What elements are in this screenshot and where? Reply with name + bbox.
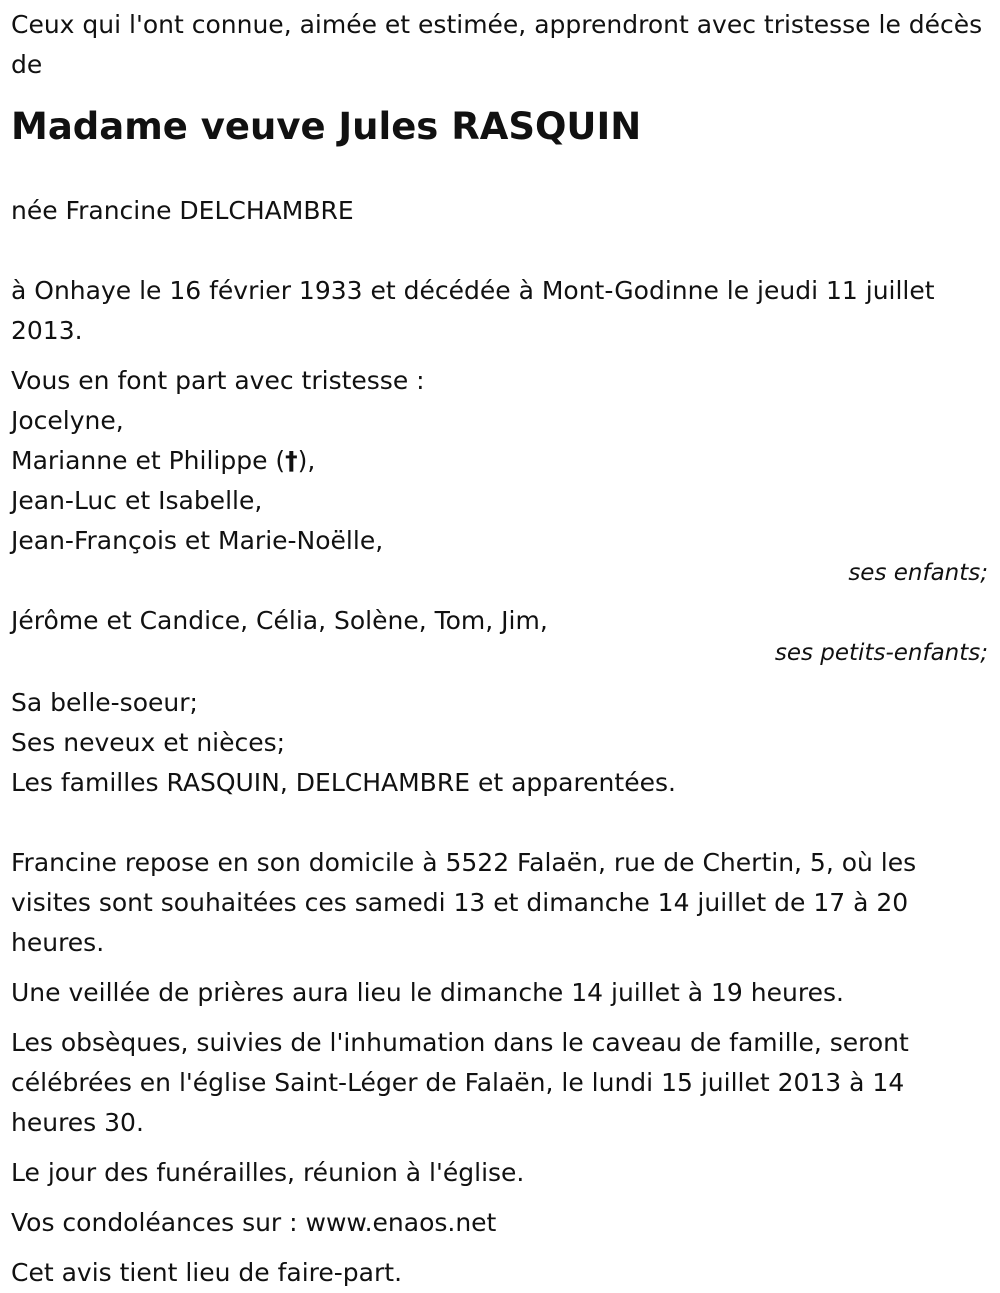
children-list (11, 401, 990, 561)
birth-death-text: à Onhaye le 16 février 1933 et décédée à Mont-Godinne le jeudi 11 juillet 2013. (11, 276, 935, 345)
child-line: Jean-Luc et Isabelle, (11, 486, 263, 515)
funeral-text: Les obsèques, suivies de l'inhumation dans le caveau de famille, seront célébrées en l'église Saint-Léger de Falaën, le lundi 15 juillet 2013 à 14 heures 30. (11, 1028, 909, 1137)
relative-line: Ses neveux et nièces; (11, 728, 286, 757)
visitation-text: Francine repose en son domicile à 5522 Falaën, rue de Chertin, 5, où les visites sont souhaitées ces samedi 13 et dimanche 14 juillet de 17 à 20 heures. (11, 848, 917, 957)
condolences-label: Vos condoléances sur : (11, 1208, 306, 1237)
grandchildren-line: Jérôme et Candice, Célia, Solène, Tom, Jim, (11, 606, 548, 635)
closing-text: Cet avis tient lieu de faire-part. (11, 1258, 403, 1287)
deceased-name: Madame veuve Jules RASQUIN (11, 105, 642, 148)
vigil-text: Une veillée de prières aura lieu le dimanche 14 juillet à 19 heures. (11, 978, 844, 1007)
relatives-list (11, 683, 990, 803)
cross-icon: † (285, 446, 298, 475)
meeting-text: Le jour des funérailles, réunion à l'église. (11, 1158, 525, 1187)
child-name: Marianne et Philippe ( (11, 446, 286, 475)
grandchildren-role: ses petits-enfants; (774, 640, 988, 666)
condolences-link[interactable]: www.enaos.net (305, 1208, 497, 1237)
maiden-name: née Francine DELCHAMBRE (11, 196, 354, 225)
children-role: ses enfants; (848, 560, 988, 586)
intro-text: Ceux qui l'ont connue, aimée et estimée, apprendront avec tristesse le décès de (11, 10, 983, 79)
condolences-line (11, 1203, 990, 1243)
child-line: Jocelyne, (11, 406, 124, 435)
announcement-intro: Vous en font part avec tristesse : (11, 366, 425, 395)
child-line: Jean-François et Marie-Noëlle, (11, 526, 384, 555)
relative-line: Les familles RASQUIN, DELCHAMBRE et apparentées. (11, 768, 676, 797)
relative-line: Sa belle-soeur; (11, 688, 198, 717)
child-suffix: ), (297, 446, 316, 475)
child-line (11, 441, 990, 481)
